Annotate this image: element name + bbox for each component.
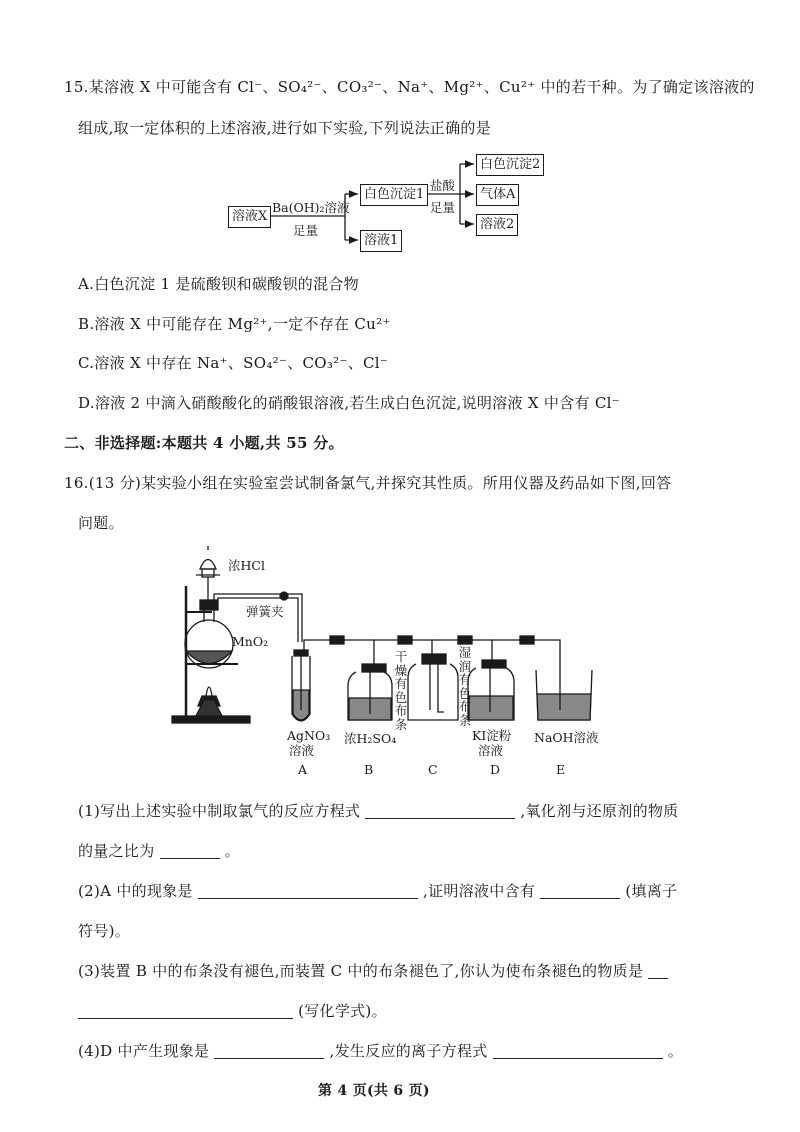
- q16-sub1-line1: [78, 800, 678, 821]
- label-conc-hcl: 浓HCl: [228, 558, 265, 573]
- flow-solution2-box: 溶液2: [476, 214, 518, 236]
- q16-sub4-line1: [78, 1040, 683, 1061]
- sub4-equation-blank[interactable]: [493, 1042, 663, 1059]
- sub3-text-a: (3)装置 B 中的布条没有褪色,而装置 C 中的布条褪色了,你认为使布条褪色的物质是: [78, 962, 644, 980]
- q16-stem-line2: 问题。: [78, 514, 124, 532]
- flow-reagent1-top: Ba(OH)₂溶液: [272, 200, 350, 215]
- sub2-phenomenon-blank[interactable]: [198, 882, 418, 899]
- flow-start-box: 溶液X: [228, 206, 271, 228]
- sub3-text-b: (写化学式)。: [298, 1002, 387, 1020]
- q16-sub3-line2: [78, 1000, 387, 1021]
- sub2-text-c: (填离子: [625, 882, 678, 900]
- sub4-text-a: (4)D 中产生现象是: [78, 1042, 210, 1060]
- sub2-text-b: ,证明溶液中含有: [423, 882, 536, 900]
- label-d-reagent-1: KI淀粉: [472, 728, 512, 743]
- label-e-reagent: NaOH溶液: [534, 730, 599, 745]
- label-d-reagent-2: 溶液: [478, 743, 504, 758]
- flow-reagent1-bottom: 足量: [293, 223, 319, 238]
- flow-precipitate2-box: 白色沉淀2: [476, 154, 544, 176]
- q15-option-b: B.溶液 X 中可能存在 Mg²⁺,一定不存在 Cu²⁺: [78, 315, 391, 333]
- sub4-text-c: 。: [667, 1042, 684, 1060]
- q16-sub2-line2: 符号)。: [78, 922, 131, 940]
- sub2-ion-blank[interactable]: [540, 882, 620, 899]
- sub1-text-c: 的量之比为: [78, 842, 155, 860]
- apparatus-letter-b: B: [364, 762, 374, 777]
- label-b-dry-cloth: 干燥有色布条: [394, 649, 408, 732]
- label-mno2: MnO₂: [232, 634, 269, 649]
- sub2-text-a: (2)A 中的现象是: [78, 882, 193, 900]
- sub4-text-b: ,发生反应的离子方程式: [329, 1042, 488, 1060]
- sub3-blank-start[interactable]: [648, 962, 668, 979]
- sub4-phenomenon-blank[interactable]: [214, 1042, 324, 1059]
- section-heading: 二、非选择题:本题共 4 小题,共 55 分。: [64, 434, 344, 452]
- q16-sub2-line1: [78, 880, 677, 901]
- sub1-text-b: ,氧化剂与还原剂的物质: [520, 802, 679, 820]
- label-a-reagent-2: 溶液: [289, 743, 315, 758]
- label-c-wet-cloth: 湿润有色布条: [458, 645, 472, 728]
- label-a-reagent-1: AgNO₃: [287, 728, 331, 743]
- flow-precipitate1-box: 白色沉淀1: [360, 184, 428, 206]
- apparatus-letter-a: A: [298, 762, 308, 777]
- sub3-formula-blank[interactable]: [78, 1002, 293, 1019]
- apparatus-letter-c: C: [428, 762, 438, 777]
- q16-sub3-line1: [78, 960, 668, 981]
- page-footer: 第 4 页(共 6 页): [318, 1083, 430, 1099]
- sub1-ratio-blank[interactable]: [160, 842, 220, 859]
- q15-stem-line2: 组成,取一定体积的上述溶液,进行如下实验,下列说法正确的是: [78, 119, 492, 137]
- sub1-equation-blank[interactable]: [365, 802, 515, 819]
- q15-option-c: C.溶液 X 中存在 Na⁺、SO₄²⁻、CO₃²⁻、Cl⁻: [78, 354, 389, 372]
- sub1-text-a: (1)写出上述实验中制取氯气的反应方程式: [78, 802, 361, 820]
- q15-option-a: A.白色沉淀 1 是硫酸钡和碳酸钡的混合物: [78, 275, 359, 293]
- label-b-reagent: 浓H₂SO₄: [344, 731, 397, 746]
- label-spring-clamp: 弹簧夹: [246, 604, 284, 619]
- q16-stem-line1: 16.(13 分)某实验小组在实验室尝试制备氯气,并探究其性质。所用仪器及药品如下图,回答: [64, 474, 672, 492]
- q15-option-d: D.溶液 2 中滴入硝酸酸化的硝酸银溶液,若生成白色沉淀,说明溶液 X 中含有 Cl⁻: [78, 394, 620, 412]
- q16-sub1-line2: [78, 840, 240, 861]
- q15-stem-line1: 15.某溶液 X 中可能含有 Cl⁻、SO₄²⁻、CO₃²⁻、Na⁺、Mg²⁺、Cu²⁺ 中的若干种。为了确定该溶液的: [64, 78, 755, 96]
- flow-reagent2-bottom: 足量: [430, 200, 456, 215]
- sub1-text-d: 。: [224, 842, 240, 860]
- apparatus-letter-d: D: [490, 762, 501, 777]
- flow-reagent2-top: 盐酸: [430, 178, 456, 193]
- apparatus-letter-e: E: [556, 762, 566, 777]
- flow-solution1-box: 溶液1: [360, 230, 402, 252]
- flow-gas-a-box: 气体A: [476, 184, 519, 206]
